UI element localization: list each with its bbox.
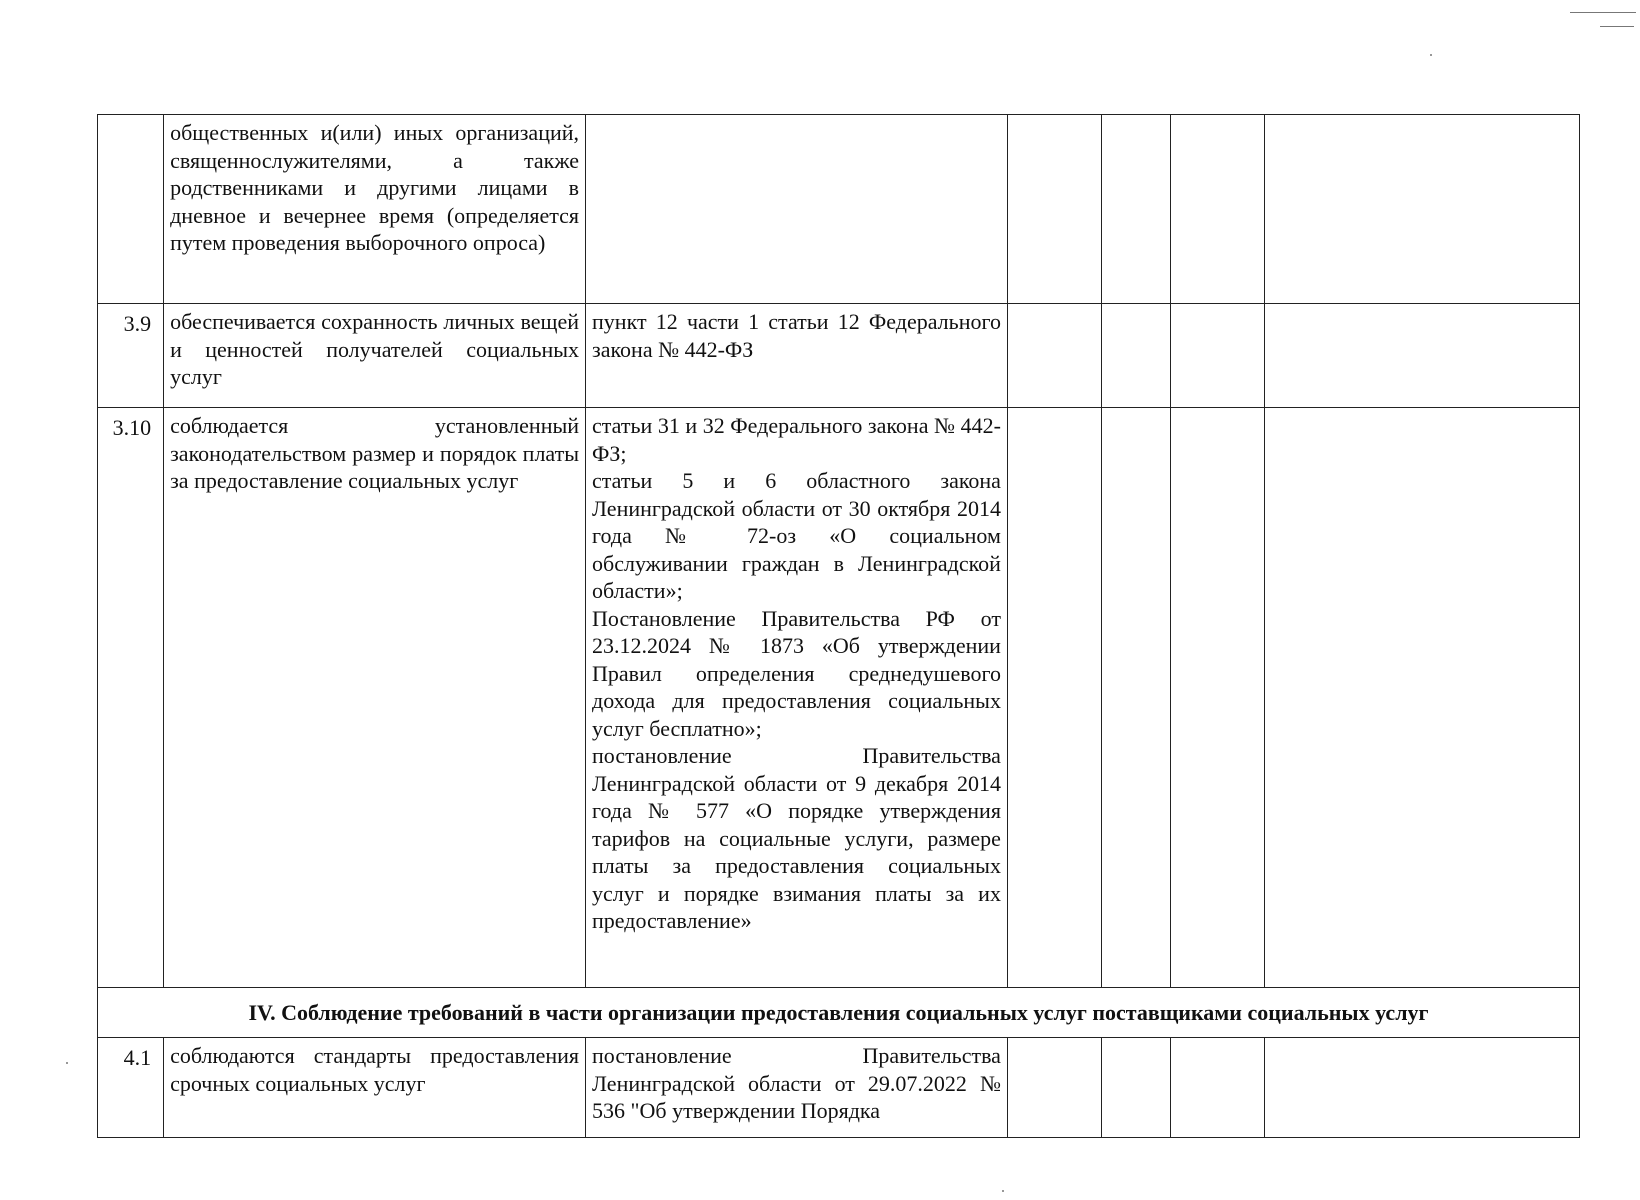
empty-answer-cell [1007, 304, 1101, 408]
legal-basis-item: постановление Правительства Ленинградской области от 9 декабря 2014 года № 577 «О порядке утверждения тарифов на социальные услуги, размере платы за предоставления социальных услуг и порядке взимания платы за их предоставление» [592, 743, 1001, 933]
scan-speck [66, 1062, 68, 1064]
empty-answer-cell [1102, 304, 1170, 408]
section-iv-heading: IV. Соблюдение требований в части организации предоставления социальных услуг поставщиками социальных услуг [98, 988, 1580, 1038]
requirement-cell: обеспечивается сохранность личных вещей и ценностей получателей социальных услуг [164, 304, 586, 408]
legal-basis-cell [586, 408, 1008, 988]
empty-answer-cell [1007, 1038, 1101, 1138]
row-number-cell: 3.9 [98, 304, 164, 408]
scan-speck [1430, 54, 1432, 56]
legal-basis-cell [586, 115, 1008, 304]
legal-basis-cell: постановление Правительства Ленинградской области от 29.07.2022 № 536 "Об утверждении Порядка [586, 1038, 1008, 1138]
requirement-cell: общественных и(или) иных организаций, священнослужителями, а также родственниками и другими лицами в дневное и вечернее время (определяется путем проведения выборочного опроса) [164, 115, 586, 304]
empty-answer-cell [1170, 408, 1264, 988]
empty-answer-cell [1102, 1038, 1170, 1138]
empty-answer-cell [1170, 1038, 1264, 1138]
legal-basis-item: Постановление Правительства РФ от 23.12.2024 № 1873 «Об утверждении Правил определения среднедушевого дохода для предоставления социальных услуг бесплатно»; [592, 605, 1001, 741]
requirement-cell: соблюдается установленный законодательством размер и порядок платы за предоставление социальных услуг [164, 408, 586, 988]
empty-answer-cell [1170, 304, 1264, 408]
legal-basis-item: статьи 31 и 32 Федерального закона № 442-ФЗ; [592, 413, 1001, 466]
table-row-continuation [98, 115, 1580, 304]
scan-edge-mark [1600, 26, 1634, 27]
legal-basis-cell: пункт 12 части 1 статьи 12 Федерального закона № 442-ФЗ [586, 304, 1008, 408]
row-number-cell [98, 115, 164, 304]
empty-answer-cell [1007, 115, 1101, 304]
inspection-checklist-table [97, 114, 1580, 1138]
empty-answer-cell [1102, 408, 1170, 988]
empty-note-cell [1265, 304, 1580, 408]
empty-answer-cell [1102, 115, 1170, 304]
scan-speck [1002, 1190, 1004, 1192]
empty-note-cell [1265, 1038, 1580, 1138]
table-row-3-10 [98, 408, 1580, 988]
row-number-cell: 4.1 [98, 1038, 164, 1138]
empty-note-cell [1265, 115, 1580, 304]
legal-basis-item: статьи 5 и 6 областного закона Ленинградской области от 30 октября 2014 года № 72-оз «О социальном обслуживании граждан в Ленинградской области»; [592, 468, 1001, 603]
empty-answer-cell [1007, 408, 1101, 988]
empty-note-cell [1265, 408, 1580, 988]
table-row-4-1 [98, 1038, 1580, 1138]
table-row-3-9 [98, 304, 1580, 408]
empty-answer-cell [1170, 115, 1264, 304]
requirement-cell: соблюдаются стандарты предоставления срочных социальных услуг [164, 1038, 586, 1138]
scan-edge-mark [1570, 12, 1636, 13]
row-number-cell: 3.10 [98, 408, 164, 988]
section-heading-row [98, 988, 1580, 1038]
